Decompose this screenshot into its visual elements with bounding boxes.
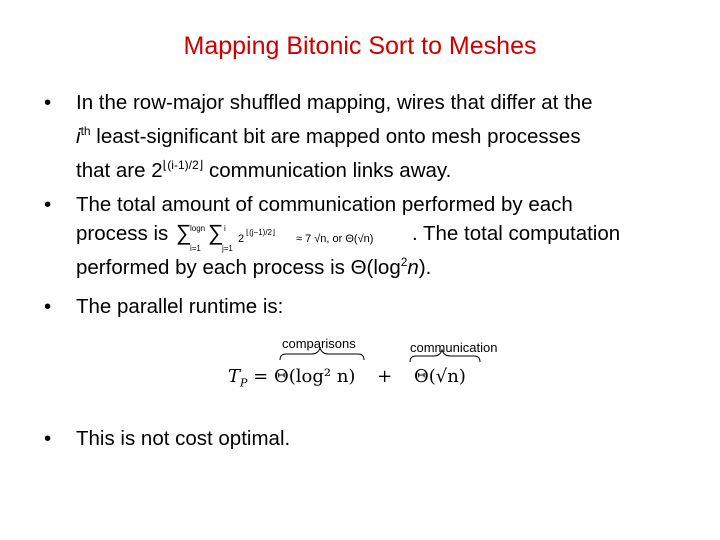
comparisons-overbrace — [280, 348, 364, 360]
bullet-1-line-3-post: communication links away. — [209, 159, 452, 182]
sum-2-lower: j=1 — [221, 244, 233, 253]
bullet-4-text: This is not cost optimal. — [76, 427, 291, 450]
bullet-dot: • — [44, 427, 52, 450]
communication-term: Θ(√n) — [414, 366, 466, 387]
runtime-formula — [228, 334, 528, 394]
sum-1-lower: i=1 — [189, 244, 201, 253]
sum-formula — [174, 220, 412, 253]
bullet-dot: • — [44, 193, 52, 216]
bullet-1-line-2 — [76, 117, 696, 151]
bullet-1-line-3-pre: that are 2 — [76, 159, 163, 182]
comparisons-label: comparisons — [282, 336, 356, 351]
bullet-dot: • — [44, 91, 52, 114]
bullet-1-line-1: In the row-major shuffled mapping, wires that differ at the — [76, 91, 593, 114]
sum-approx: ≈ 7 √n, or Θ(√n) — [295, 233, 374, 245]
bullet-2-line-2-pre: process is — [76, 222, 169, 245]
sum-2-upper: i — [223, 224, 226, 233]
communication-label: communication — [410, 340, 498, 355]
comparisons-term: Θ(log² n) — [273, 366, 356, 387]
sum-sign-2: ∑ — [207, 220, 224, 245]
bullet-1-line-3 — [76, 151, 696, 185]
bullet-2-line-3-pre: performed by each process is Θ(log — [76, 256, 401, 279]
bullet-2-text — [76, 190, 696, 282]
bullet-1-text — [76, 88, 696, 185]
sum-term-base: 2 — [237, 233, 245, 245]
runtime-equation — [228, 366, 466, 390]
equals-sign: = — [253, 366, 269, 387]
plus-sign: + — [377, 366, 393, 387]
communication-overbrace — [410, 350, 480, 362]
ith-i: i — [76, 125, 81, 148]
bullet-2-line-1: The total amount of communication performed by each — [76, 193, 573, 216]
log-n: n — [407, 256, 419, 279]
sum-sign-1: ∑ — [175, 220, 192, 245]
sum-term-exponent: ⌊(j−1)/2⌋ — [245, 228, 276, 237]
tp-subscript: P — [240, 376, 248, 390]
log-exponent: 2 — [400, 255, 408, 269]
bullet-2-line-2 — [76, 219, 696, 253]
bullet-1-exponent: ⌊(i-1)/2⌋ — [162, 158, 204, 172]
bullet-2-line-2-post: . The total computation — [411, 222, 621, 245]
sum-1-upper: logn — [189, 224, 206, 233]
ith-th: th — [80, 124, 91, 138]
bullet-1-line-2-rest: least-significant bit are mapped onto mesh processes — [96, 125, 581, 148]
bullet-dot: • — [44, 295, 52, 318]
bullet-2-line-3 — [76, 248, 696, 282]
bullet-3-text: The parallel runtime is: — [76, 295, 284, 318]
slide-title: Mapping Bitonic Sort to Meshes — [183, 32, 537, 60]
tp-symbol: T — [228, 366, 241, 387]
bullet-2-line-3-post: ). — [418, 256, 432, 279]
